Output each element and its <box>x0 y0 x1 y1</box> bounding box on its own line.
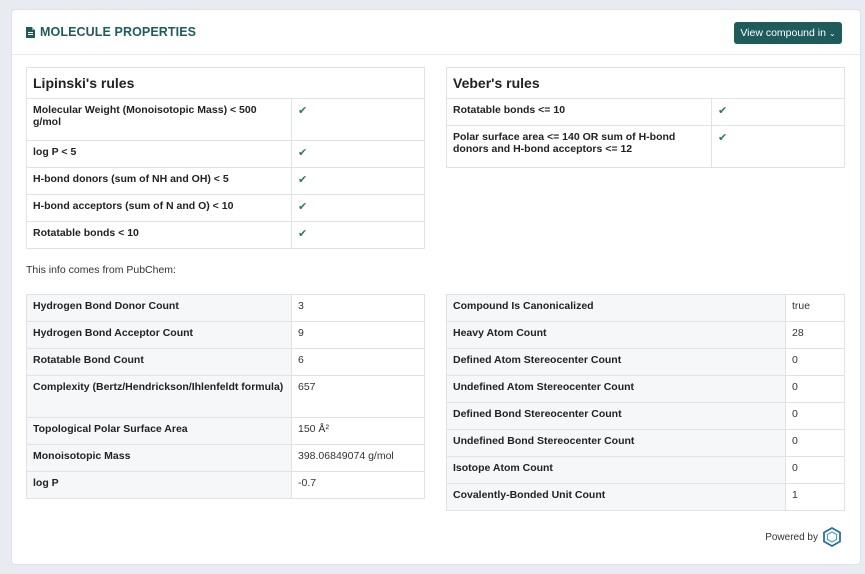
rule-label: Molecular Weight (Monoisotopic Mass) < 500 g/mol <box>27 99 292 141</box>
table-row <box>27 141 425 168</box>
property-label: Isotope Atom Count <box>447 457 786 484</box>
lipinski-rules-table <box>26 67 425 249</box>
property-label: Compound Is Canonicalized <box>447 295 786 322</box>
property-value: 0 <box>786 430 845 457</box>
panel-header <box>12 10 860 55</box>
property-value: 9 <box>292 322 425 349</box>
property-value: true <box>786 295 845 322</box>
property-label: Monoisotopic Mass <box>27 445 292 472</box>
property-label: Undefined Atom Stereocenter Count <box>447 376 786 403</box>
table-row <box>447 126 845 168</box>
property-value: 6 <box>292 349 425 376</box>
rule-label: log P < 5 <box>27 141 292 168</box>
check-icon: ✔ <box>292 141 425 168</box>
veber-rules-table <box>446 67 845 168</box>
table-row <box>27 99 425 141</box>
table-row <box>27 445 425 472</box>
table-row <box>447 349 845 376</box>
veber-title: Veber's rules <box>447 68 845 99</box>
property-value: 1 <box>786 484 845 511</box>
source-note: This info comes from PubChem: <box>26 264 176 276</box>
property-label: Defined Bond Stereocenter Count <box>447 403 786 430</box>
chevron-down-icon: ⌄ <box>828 28 836 38</box>
table-row <box>447 99 845 126</box>
check-icon: ✔ <box>292 195 425 222</box>
panel-title <box>26 25 196 39</box>
lipinski-title: Lipinski's rules <box>27 68 425 99</box>
property-label: Covalently-Bonded Unit Count <box>447 484 786 511</box>
property-label: Hydrogen Bond Acceptor Count <box>27 322 292 349</box>
table-row <box>447 376 845 403</box>
table-row <box>447 457 845 484</box>
pubchem-left-table <box>26 294 425 499</box>
check-icon: ✔ <box>292 168 425 195</box>
property-value: 0 <box>786 403 845 430</box>
view-compound-in-button[interactable] <box>734 22 842 44</box>
property-value: 0 <box>786 376 845 403</box>
table-row <box>27 168 425 195</box>
table-row <box>27 349 425 376</box>
property-label: Topological Polar Surface Area <box>27 418 292 445</box>
table-row <box>447 403 845 430</box>
powered-by-text: Powered by <box>765 531 818 543</box>
rule-label: H-bond acceptors (sum of N and O) < 10 <box>27 195 292 222</box>
check-icon: ✔ <box>712 99 845 126</box>
property-value: 657 <box>292 376 425 418</box>
panel-title-text: MOLECULE PROPERTIES <box>40 25 197 39</box>
table-row <box>27 195 425 222</box>
document-icon <box>26 27 35 38</box>
property-label: Defined Atom Stereocenter Count <box>447 349 786 376</box>
property-value: 3 <box>292 295 425 322</box>
table-row <box>447 430 845 457</box>
rule-label: Rotatable bonds < 10 <box>27 222 292 249</box>
property-value: 150 Å² <box>292 418 425 445</box>
property-label: Heavy Atom Count <box>447 322 786 349</box>
check-icon: ✔ <box>292 222 425 249</box>
rule-label: Rotatable bonds <= 10 <box>447 99 712 126</box>
check-icon: ✔ <box>712 126 845 168</box>
property-label: log P <box>27 472 292 499</box>
molecule-properties-panel <box>11 9 861 565</box>
property-value: 28 <box>786 322 845 349</box>
property-label: Rotatable Bond Count <box>27 349 292 376</box>
check-icon: ✔ <box>292 99 425 141</box>
rule-label: Polar surface area <= 140 OR sum of H-bond donors and H-bond acceptors <= 12 <box>447 126 712 168</box>
table-row <box>27 322 425 349</box>
property-value: 0 <box>786 457 845 484</box>
property-value: 398.06849074 g/mol <box>292 445 425 472</box>
property-label: Complexity (Bertz/Hendrickson/Ihlenfeldt formula) <box>27 376 292 418</box>
table-row <box>27 376 425 418</box>
property-label: Undefined Bond Stereocenter Count <box>447 430 786 457</box>
property-value: -0.7 <box>292 472 425 499</box>
pubchem-right-table <box>446 294 845 511</box>
table-row <box>27 222 425 249</box>
table-row <box>27 418 425 445</box>
view-compound-label: View compound in <box>740 27 826 39</box>
powered-by[interactable] <box>765 527 842 547</box>
table-row <box>27 295 425 322</box>
hexagon-logo-icon <box>822 527 842 547</box>
table-row <box>447 322 845 349</box>
table-row <box>447 484 845 511</box>
property-value: 0 <box>786 349 845 376</box>
table-row <box>27 472 425 499</box>
table-row <box>447 295 845 322</box>
rule-label: H-bond donors (sum of NH and OH) < 5 <box>27 168 292 195</box>
property-label: Hydrogen Bond Donor Count <box>27 295 292 322</box>
